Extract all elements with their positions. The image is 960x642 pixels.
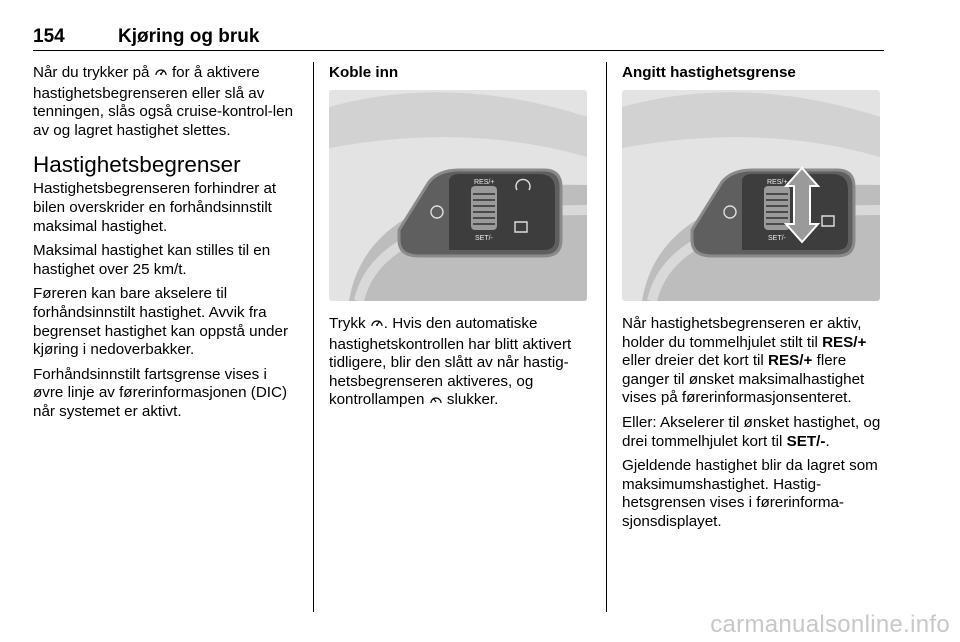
section-heading: Hastighetsbegrenser xyxy=(33,152,241,178)
column-right xyxy=(622,64,887,538)
paragraph: Maksimal hastighet kan stilles til en hastighet over 25 km/t. xyxy=(33,242,271,278)
text-body: . Hvis den automatiske hastighetskontrollen har blitt aktivert tidligere, blir den slått av når hastig-hetsbegrenseren aktiveres, og kontrollampen xyxy=(329,315,572,409)
set-minus-term: SET/- xyxy=(786,432,826,450)
res-label: RES/+ xyxy=(767,179,788,186)
column-middle xyxy=(329,64,591,418)
steering-wheel-thumbwheel-illustration xyxy=(622,90,880,301)
page-header xyxy=(33,26,884,52)
set-label: SET/- xyxy=(475,235,493,242)
column-divider xyxy=(606,62,607,612)
set-label: SET/- xyxy=(768,235,786,242)
res-plus-term: RES/+ xyxy=(768,352,813,370)
paragraph xyxy=(329,315,591,412)
intro-text-end: for å aktivere hastighetsbegrenseren eller slå av tenningen, slås også cruise-kontrol-len av og lagret hastighet slettes. xyxy=(33,64,294,139)
text: . xyxy=(825,432,830,450)
paragraph: Hastighetsbegrenseren forhindrer at bilen overskrider en forhåndsinnstilt maksimal hastighet. xyxy=(33,180,277,235)
subsection-heading: Koble inn xyxy=(329,64,399,81)
watermark: carmanualsonline.info xyxy=(710,611,950,638)
page-number: 154 xyxy=(33,26,65,47)
text-end: slukker. xyxy=(446,391,499,409)
paragraph: Føreren kan bare akselere til forhåndsinnstilt hastighet. Avvik fra begrenset hastighet kan oppstå under kjøring i nedoverbakker. xyxy=(33,285,288,359)
text: eller dreier det kort til xyxy=(622,352,764,370)
text-trykk: Trykk xyxy=(329,315,366,332)
speed-limiter-icon xyxy=(370,316,384,336)
speed-limiter-icon xyxy=(154,65,168,85)
res-label: RES/+ xyxy=(474,179,495,186)
text: Når hastighetsbegrenseren er aktiv, holder du tommelhjulet stilt til xyxy=(622,315,862,351)
paragraph: Gjeldende hastighet blir da lagret som maksimumshastighet. Hastig-hetsgrensen vises i førerinforma-sjonsdisplayet. xyxy=(622,457,878,530)
intro-paragraph xyxy=(33,64,301,140)
cruise-control-lamp-icon xyxy=(429,392,443,412)
text: flere ganger til ønsket maksimalhastighet vises på førerinformasjonsenteret. xyxy=(622,352,865,407)
paragraph: Forhåndsinnstilt fartsgrense vises i øvre linje av førerinformasjonen (DIC) når systemet er aktivt. xyxy=(33,365,288,420)
header-rule xyxy=(33,50,884,51)
column-divider xyxy=(313,62,314,612)
res-plus-term: RES/+ xyxy=(822,333,867,351)
intro-text-start: Når du trykker på xyxy=(33,64,150,81)
text: Eller: Akselerer til ønsket hastighet, og drei tommelhjulet kort til xyxy=(622,413,881,450)
paragraph xyxy=(622,315,887,408)
column-left xyxy=(33,64,301,428)
subsection-heading: Angitt hastighetsgrense xyxy=(622,64,796,81)
chapter-title: Kjøring og bruk xyxy=(118,26,260,47)
steering-wheel-illustration xyxy=(329,90,587,301)
paragraph xyxy=(622,414,887,451)
